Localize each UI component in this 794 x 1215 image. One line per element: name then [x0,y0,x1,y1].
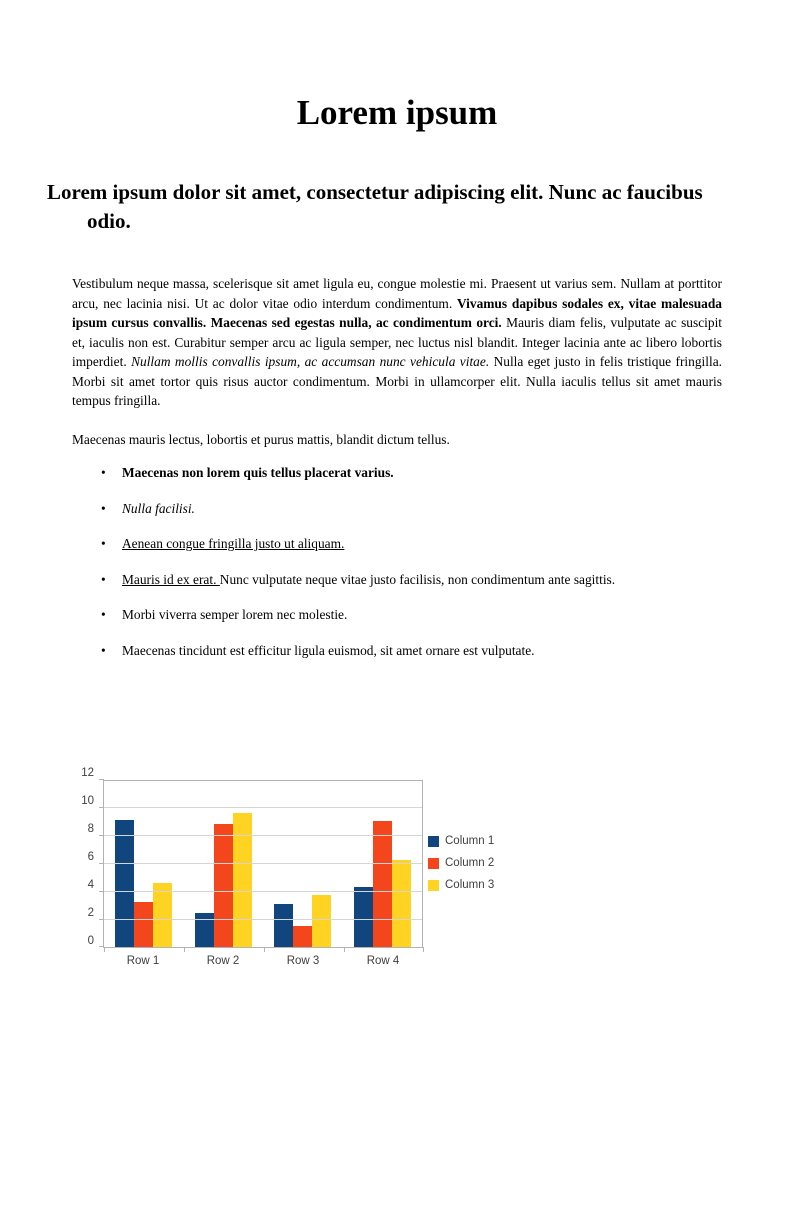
legend-item [428,879,494,891]
bar-column-1 [115,820,134,947]
legend-item [428,857,494,869]
x-axis-tick [423,947,424,952]
list-item [72,499,722,519]
bullet-icon: • [101,571,106,587]
list-item [72,605,722,625]
bullet-icon: • [101,607,106,622]
y-axis-label: 12 [81,767,94,779]
y-axis-tick [99,779,104,780]
bar-column-1 [274,904,293,947]
y-axis-tick [99,863,104,864]
list-item [72,463,722,483]
underline-text-run: Mauris id ex erat. [122,571,220,587]
x-axis-label: Row 4 [366,955,400,967]
gridline [104,807,422,808]
bar-column-2 [293,926,312,947]
bar-column-3 [233,813,252,947]
legend-swatch-icon [428,836,439,847]
bar-column-2 [214,824,233,947]
chart-legend [428,835,494,901]
bullet-icon: • [101,500,106,516]
y-axis-label: 10 [81,795,94,807]
bullet-icon: • [101,536,106,551]
legend-swatch-icon [428,858,439,869]
bar-column-3 [392,860,411,947]
legend-swatch-icon [428,880,439,891]
bar-group-row-1 [104,781,184,947]
y-axis-label: 4 [87,879,94,891]
bullet-list [0,463,794,660]
list-item-text [122,534,722,554]
bar-column-1 [354,887,373,947]
list-item-text [122,605,722,625]
gridline [104,863,422,864]
list-item [72,641,722,661]
gridline [104,891,422,892]
gridline [104,919,422,920]
bar-chart [75,767,545,978]
bullet-icon: • [101,642,106,658]
x-axis-label: Row 2 [206,955,240,967]
legend-label: Column 1 [445,835,495,847]
x-axis-label: Row 1 [126,955,160,967]
bar-group-row-4 [343,781,423,947]
gridline [104,779,422,780]
normal-text-run: Nunc vulputate neque vitae justo facilisis, non condimentum ante sagittis. [219,571,616,587]
list-item-text [122,463,722,483]
paragraph-2: Maecenas mauris lectus, lobortis et purus mattis, blandit dictum tellus. [72,431,450,447]
italic-text-run: Nulla facilisi. [122,500,195,516]
document-title: Lorem ipsum [296,93,498,132]
bar-column-2 [373,821,392,947]
bar-group-row-3 [263,781,343,947]
y-axis-label: 8 [87,823,94,835]
list-item [72,534,722,554]
x-axis-tick [104,947,105,952]
chart-plot-area [81,767,423,948]
paragraph-1 [72,274,722,411]
bar-column-3 [153,883,172,947]
y-axis-label: 0 [87,935,94,947]
legend-label: Column 2 [445,857,495,869]
bar-column-3 [312,895,331,948]
legend-item [428,835,494,847]
y-axis-tick [99,919,104,920]
legend-label: Column 3 [445,879,495,891]
normal-text-run: Vestibulum neque massa, scelerisque sit amet ligula eu, congue molestie mi. Praesent ut varius sem. Nullam at porttitor arcu, nec lacinia nisi. Ut ac dolor vitae odio interdum condimentum. [72,276,722,311]
gridline [104,835,422,836]
underline-text-run: Aenean congue fringilla justo ut aliquam. [122,536,345,551]
bold-text-run: Maecenas non lorem quis tellus placerat varius. [122,465,394,480]
list-item-text [122,499,722,519]
y-axis-tick [99,807,104,808]
section-heading: Lorem ipsum dolor sit amet, consectetur adipiscing elit. Nunc ac faucibus odio. [47,180,703,233]
bar-group-row-2 [184,781,264,947]
x-axis-tick [344,947,345,952]
bar-column-2 [134,902,153,948]
normal-text-run: Mauris diam felis, vulputate ac suscipit et, iaculis non est. Curabitur semper arcu ac ligula semper, nec luctus nisl blandit. Integer lacinia ante ac libero lobortis imperdiet. [72,315,723,369]
x-axis-label: Row 3 [286,955,320,967]
bold-text-run: Vivamus dapibus sodales ex, vitae malesuada ipsum cursus convallis. Maecenas sed egestas nulla, ac condimentum orci. [72,295,722,330]
normal-text-run: Morbi viverra semper lorem nec molestie. [122,607,348,622]
normal-text-run: Maecenas tincidunt est efficitur ligula euismod, sit amet ornare est vulputate. [122,642,535,658]
bullet-icon: • [101,465,106,480]
x-axis-tick [264,947,265,952]
y-axis-tick [99,891,104,892]
x-axis-tick [184,947,185,952]
y-axis-tick [99,835,104,836]
document-page [0,92,794,1215]
chart-bar-groups [104,781,422,947]
y-axis-label: 2 [87,907,94,919]
list-item-text [122,641,722,661]
list-item [72,570,722,590]
normal-text-run: Nulla eget justo in felis tristique fringilla. Morbi sit amet tortor quis risus auctor condimentum. Morbi in ullamcorper elit. Nulla iaculis tellus sit amet mauris tempus fringilla. [72,354,722,408]
italic-text-run: Nullam mollis convallis ipsum, ac accumsan nunc vehicula vitae. [131,354,494,369]
y-axis-label: 6 [87,851,94,863]
chart-x-axis-labels [103,955,423,967]
list-item-text [122,570,722,590]
